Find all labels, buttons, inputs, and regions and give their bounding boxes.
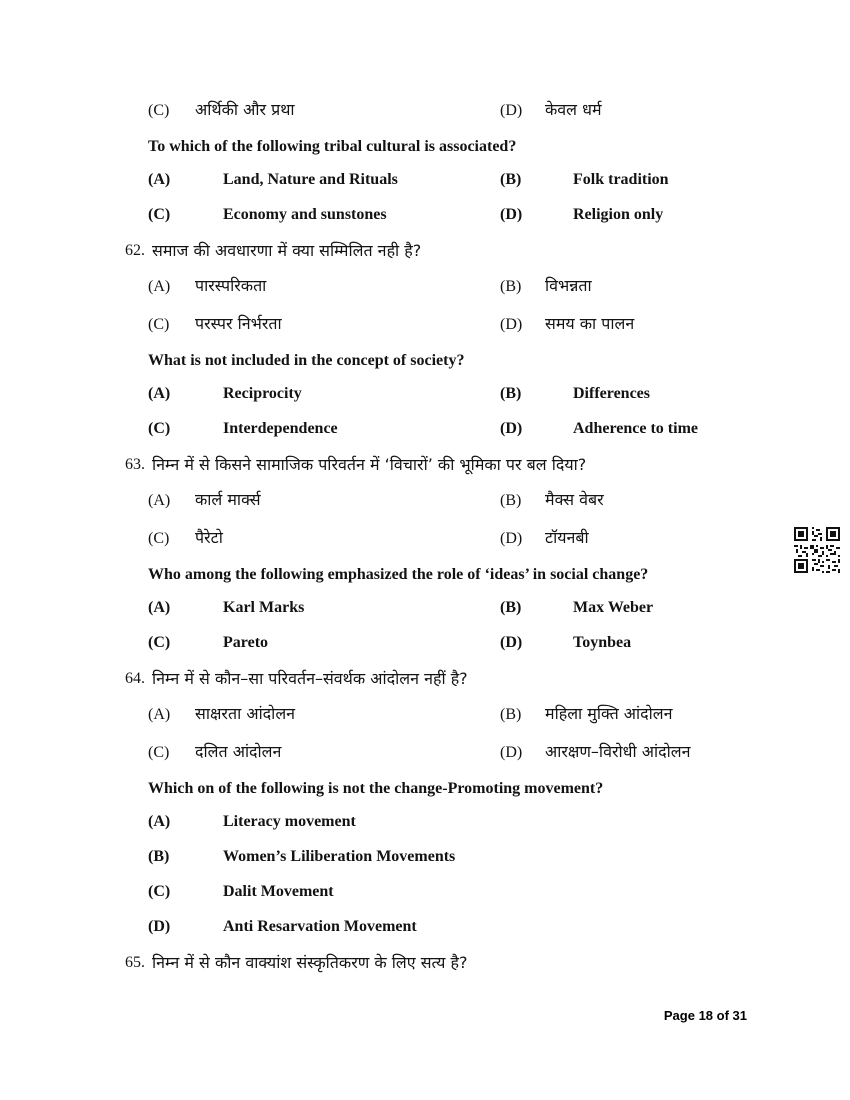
question-text-hindi: समाज की अवधारणा में क्या सम्मिलित नही है? [152,241,422,260]
option-text: दलित आंदोलन [195,742,282,761]
option-label: (D) [500,530,523,547]
option-label: (C) [148,634,171,651]
option-row-hindi [148,274,750,298]
option-label: (D) [500,206,523,223]
option-text: विभन्नता [545,276,592,295]
option-label: (B) [500,278,522,295]
option-row-hindi [148,488,750,512]
option-text: टॉयनबी [545,528,589,547]
option-text: पैरेटो [195,528,223,547]
option-text: Anti Resarvation Movement [223,918,417,935]
option-text: Karl Marks [223,599,305,616]
option-label: (B) [500,171,522,188]
option-text: केवल धर्म [545,100,602,119]
option-label: (D) [148,918,171,935]
option-text: Toynbea [573,634,632,651]
option-row-english [148,170,750,191]
question-line-english [148,350,750,371]
option-text: कार्ल मार्क्स [195,490,261,509]
question-line-english [148,778,750,799]
option-text: आरक्षण–विरोधी आंदोलन [545,742,691,761]
option-label: (D) [500,744,523,761]
option-label: (A) [148,492,171,509]
question-line-hindi [125,454,750,476]
option-text: Interdependence [223,420,338,437]
option-row-english [148,384,750,405]
option-text: Religion only [573,206,664,223]
option-row-hindi [148,702,750,726]
question-text-english: Which on of the following is not the change-Promoting movement? [148,780,604,797]
question-text-english: Who among the following emphasized the role of ‘ideas’ in social change? [148,566,649,583]
option-text: Dalit Movement [223,883,334,900]
option-text: समय का पालन [545,314,635,333]
option-label: (B) [500,599,522,616]
option-label: (D) [500,102,523,119]
option-text: Women’s Liliberation Movements [223,848,456,865]
option-text: Land, Nature and Rituals [223,171,398,188]
option-label: (B) [500,492,522,509]
question-line-english [148,136,750,157]
option-row-hindi [148,526,750,550]
question-number: 62. [125,242,145,259]
question-text-hindi: निम्न में से किसने सामाजिक परिवर्तन में ‘विचारों’ की भूमिका पर बल दिया? [152,455,587,474]
question-number: 63. [125,456,145,473]
option-text: Max Weber [573,599,654,616]
option-text: Economy and sunstones [223,206,387,223]
option-text: Folk tradition [573,171,669,188]
option-label: (C) [148,883,171,900]
option-text: Reciprocity [223,385,302,402]
option-row-english [148,419,750,440]
option-label: (B) [500,706,522,723]
option-row-hindi [148,312,750,336]
question-text-english: What is not included in the concept of society? [148,352,465,369]
option-text: Literacy movement [223,813,356,830]
option-text: Pareto [223,634,269,651]
option-row-hindi [148,98,750,122]
option-label: (A) [148,278,171,295]
page-footer: Page 18 of 31 [663,1008,747,1023]
option-label: (D) [500,634,523,651]
option-text: Differences [573,385,650,402]
question-text-english: To which of the following tribal cultural is associated? [148,138,517,155]
option-text: पारस्परिकता [195,276,267,295]
option-text: अर्थिकी और प्रथा [195,100,295,119]
option-row-english-single [148,812,750,833]
option-row-english [148,633,750,654]
option-label: (A) [148,385,171,402]
option-label: (C) [148,316,170,333]
option-label: (C) [148,420,171,437]
option-text: साक्षरता आंदोलन [195,704,296,723]
question-text-hindi: निम्न में से कौन–सा परिवर्तन–संवर्थक आंदोलन नहीं है? [152,669,468,688]
option-text: मैक्स वेबर [545,490,604,509]
option-text: Adherence to time [573,420,698,437]
option-label: (B) [148,848,170,865]
qr-code-icon [794,527,840,573]
option-label: (D) [500,316,523,333]
option-label: (A) [148,599,171,616]
option-label: (A) [148,706,171,723]
option-label: (C) [148,530,170,547]
option-label: (C) [148,206,171,223]
question-number: 65. [125,954,145,971]
option-row-english [148,598,750,619]
option-row-hindi [148,740,750,764]
question-number: 64. [125,670,145,687]
option-row-english-single [148,847,750,868]
option-label: (D) [500,420,523,437]
question-line-hindi [125,952,750,974]
question-line-hindi [125,668,750,690]
question-text-hindi: निम्न में से कौन वाक्यांश संस्कृतिकरण के लिए सत्य है? [152,953,468,972]
option-row-english-single [148,882,750,903]
option-label: (C) [148,744,170,761]
question-line-hindi [125,240,750,262]
option-label: (C) [148,102,170,119]
option-row-english-single [148,917,750,938]
option-label: (A) [148,813,171,830]
option-label: (B) [500,385,522,402]
option-label: (A) [148,171,171,188]
option-text: परस्पर निर्भरता [195,314,282,333]
question-line-english [148,564,750,585]
question-list [125,98,750,986]
option-text: महिला मुक्ति आंदोलन [545,704,673,723]
option-row-english [148,205,750,226]
